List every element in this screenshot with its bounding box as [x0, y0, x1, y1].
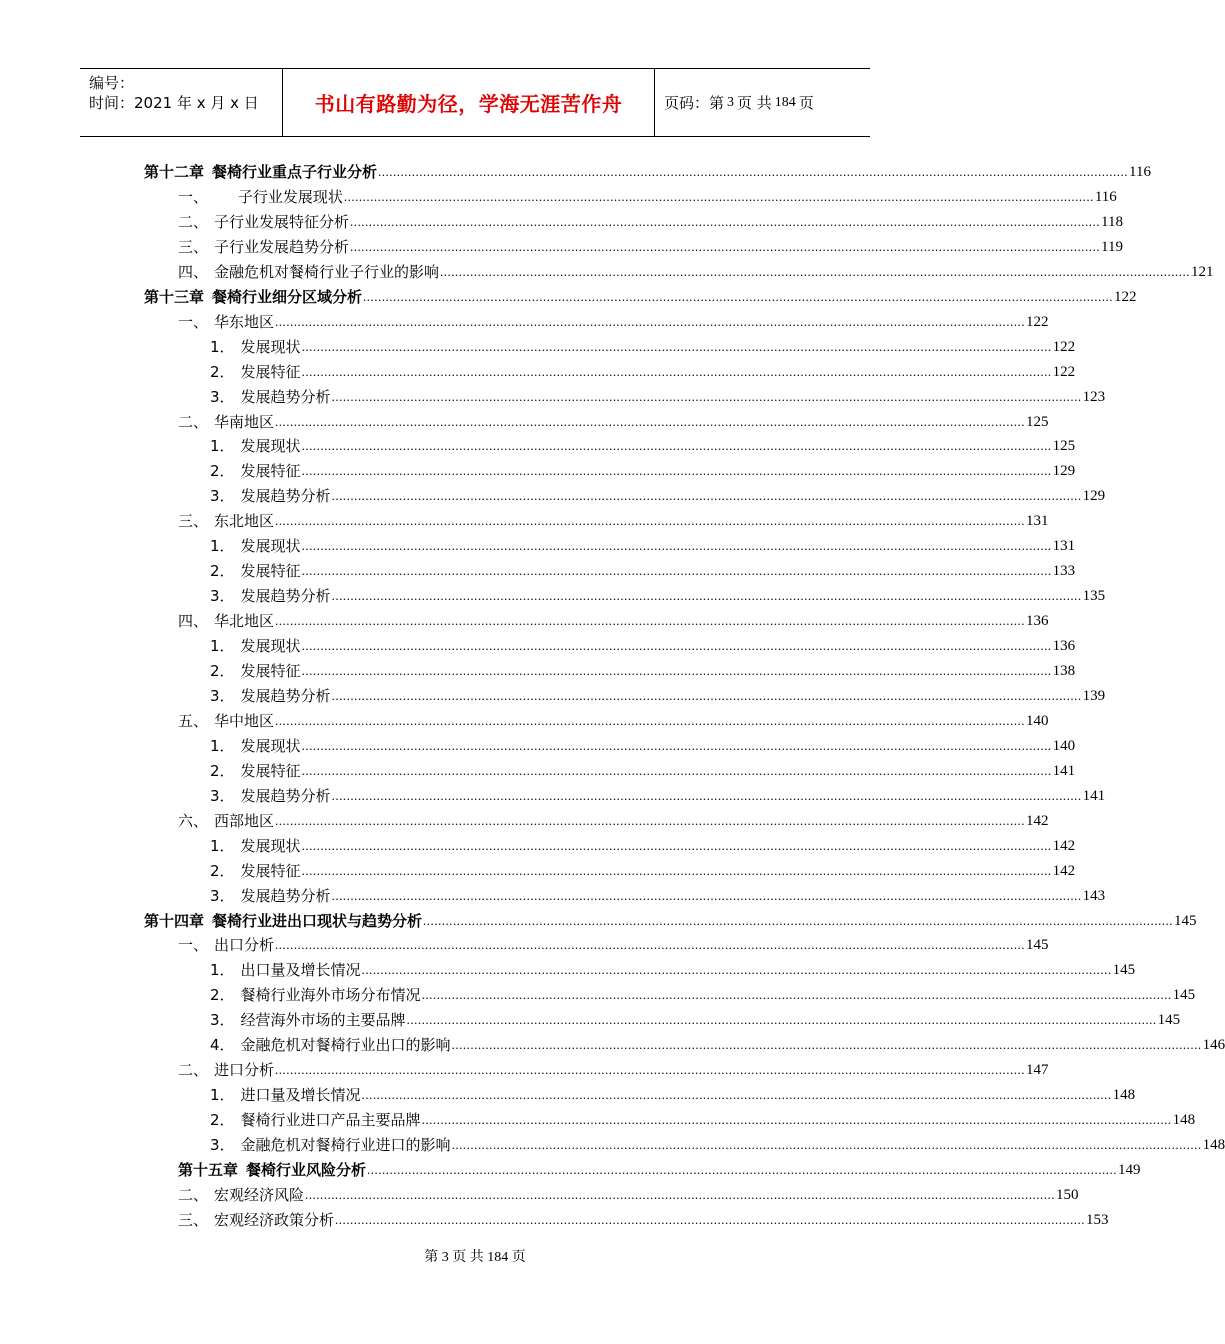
toc-entry-number: 三、 — [178, 1211, 209, 1229]
toc-dot-leader: ........................................................................................................................................................................................................ — [335, 1212, 1086, 1227]
toc-entry-page: 122 — [1052, 339, 1076, 355]
toc-entry-number: 1． — [210, 1086, 235, 1104]
toc-entry-number: 二、 — [178, 213, 209, 231]
page-prefix: 页码：第 — [664, 94, 725, 112]
toc-entry-number: 4． — [210, 1036, 235, 1054]
toc-dot-leader: ........................................................................................................................................................................................................ — [305, 1187, 1056, 1202]
toc-entry-title: 发展趋势分析 — [240, 787, 331, 805]
toc-entry-number: 1． — [210, 837, 235, 855]
toc-entry-title: 发展现状 — [240, 737, 301, 755]
toc-entry-title: 金融危机对餐椅行业进口的影响 — [240, 1136, 451, 1154]
toc-entry-page: 148 — [1172, 1112, 1196, 1128]
toc-entry-number: 1． — [210, 338, 235, 356]
toc-entry-title: 发展特征 — [240, 762, 301, 780]
toc-entry[interactable] — [178, 233, 1123, 257]
toc-entry[interactable] — [210, 632, 1076, 656]
toc-entry-title: 发展特征 — [240, 662, 301, 680]
toc-entry-page: 140 — [1052, 738, 1076, 754]
toc-dot-leader: ........................................................................................................................................................................................................ — [378, 164, 1129, 179]
toc-entry[interactable] — [178, 1206, 1109, 1230]
toc-dot-leader: ........................................................................................................................................................................................................ — [331, 688, 1082, 703]
toc-entry-title: 发展趋势分析 — [240, 388, 331, 406]
toc-entry-title: 餐椅行业海外市场分布情况 — [240, 986, 421, 1004]
toc-entry[interactable] — [178, 1156, 1141, 1180]
toc-entry-number: 1． — [210, 437, 235, 455]
toc-dot-leader: ........................................................................................................................................................................................................ — [301, 463, 1052, 478]
toc-entry-title: 发展现状 — [240, 537, 301, 555]
page-current: 3 — [727, 94, 735, 110]
toc-entry[interactable] — [178, 807, 1049, 831]
toc-entry[interactable] — [178, 308, 1049, 332]
toc-entry-number: 二、 — [178, 413, 209, 431]
toc-entry[interactable] — [178, 507, 1049, 531]
toc-entry-page: 131 — [1026, 513, 1049, 529]
header-motto-cell — [282, 69, 655, 136]
toc-entry-page: 129 — [1052, 463, 1076, 479]
toc-entry-number: 3． — [210, 487, 235, 505]
page-total: 184 — [774, 94, 796, 110]
toc-entry-page: 131 — [1052, 538, 1076, 554]
toc-entry-number: 四、 — [178, 263, 209, 281]
toc-entry-number: 3． — [210, 687, 235, 705]
toc-dot-leader: ........................................................................................................................................................................................................ — [301, 763, 1052, 778]
toc-entry-number: 2． — [210, 762, 235, 780]
toc-entry-page: 122 — [1114, 289, 1137, 305]
toc-dot-leader: ........................................................................................................................................................................................................ — [301, 863, 1052, 878]
toc-entry-title: 餐椅行业重点子行业分析 — [212, 163, 378, 181]
page-suffix: 页 — [798, 94, 814, 112]
toc-entry-number: 3． — [210, 388, 235, 406]
toc-entry[interactable] — [178, 931, 1049, 955]
toc-entry-title: 发展趋势分析 — [240, 687, 331, 705]
toc-entry-number: 三、 — [178, 238, 209, 256]
toc-entry-page: 136 — [1026, 613, 1049, 629]
toc-entry[interactable] — [178, 183, 1117, 207]
toc-entry-title: 发展现状 — [240, 837, 301, 855]
toc-entry-number: 2． — [210, 363, 235, 381]
toc-entry-page: 142 — [1052, 838, 1076, 854]
toc-entry-title: 子行业发展现状 — [214, 188, 343, 206]
toc-dot-leader: ........................................................................................................................................................................................................ — [361, 962, 1112, 977]
code-label: 编号： — [89, 74, 135, 92]
toc-entry[interactable] — [210, 682, 1106, 706]
toc-entry[interactable] — [210, 432, 1076, 456]
toc-dot-leader: ........................................................................................................................................................................................................ — [301, 838, 1052, 853]
toc-dot-leader: ........................................................................................................................................................................................................ — [301, 438, 1052, 453]
toc-entry[interactable] — [210, 1131, 1225, 1155]
toc-entry-page: 141 — [1052, 763, 1076, 779]
toc-entry-number: 二、 — [178, 1186, 209, 1204]
toc-entry-number: 1． — [210, 961, 235, 979]
toc-entry[interactable] — [210, 832, 1076, 856]
toc-dot-leader: ........................................................................................................................................................................................................ — [301, 638, 1052, 653]
toc-entry[interactable] — [210, 532, 1076, 556]
toc-entry-page: 121 — [1191, 264, 1214, 280]
toc-entry-title: 子行业发展特征分析 — [214, 213, 350, 231]
toc-dot-leader: ........................................................................................................................................................................................................ — [275, 937, 1026, 952]
toc-entry[interactable] — [178, 1056, 1049, 1080]
motto: 书山有路勤为径，学海无涯苦作舟 — [314, 92, 623, 116]
toc-entry[interactable] — [178, 1181, 1079, 1205]
toc-entry[interactable] — [178, 607, 1049, 631]
toc-entry-number: 2． — [210, 662, 235, 680]
toc-entry-page: 116 — [1129, 164, 1151, 180]
toc-dot-leader: ........................................................................................................................................................................................................ — [421, 987, 1172, 1002]
toc-entry[interactable] — [144, 158, 1151, 182]
date-label: 时间：2021 年 x 月 x 日 — [89, 94, 259, 112]
toc-entry-title: 发展现状 — [240, 637, 301, 655]
toc-entry-number: 2． — [210, 562, 235, 580]
toc-dot-leader: ........................................................................................................................................................................................................ — [451, 1137, 1202, 1152]
toc-dot-leader: ........................................................................................................................................................................................................ — [275, 713, 1026, 728]
toc-dot-leader: ........................................................................................................................................................................................................ — [301, 738, 1052, 753]
toc-entry-title: 发展趋势分析 — [240, 587, 331, 605]
toc-entry-number: 2． — [210, 986, 235, 1004]
toc-entry-title: 发展现状 — [240, 338, 301, 356]
toc-dot-leader: ........................................................................................................................................................................................................ — [343, 189, 1094, 204]
toc-dot-leader: ........................................................................................................................................................................................................ — [301, 339, 1052, 354]
toc-entry-page: 122 — [1052, 364, 1076, 380]
toc-entry-page: 129 — [1082, 488, 1106, 504]
toc-entry-page: 142 — [1052, 863, 1076, 879]
page-header — [80, 68, 870, 137]
toc-entry-page: 116 — [1094, 189, 1117, 205]
toc-entry-title: 华北地区 — [214, 612, 275, 630]
toc-entry-page: 125 — [1052, 438, 1076, 454]
toc-dot-leader: ........................................................................................................................................................................................................ — [451, 1037, 1202, 1052]
toc-entry[interactable] — [210, 981, 1196, 1005]
toc-entry-page: 148 — [1202, 1137, 1225, 1153]
toc-entry-title: 进口量及增长情况 — [240, 1086, 361, 1104]
toc-dot-leader: ........................................................................................................................................................................................................ — [275, 513, 1026, 528]
toc-entry-title: 经营海外市场的主要品牌 — [240, 1011, 406, 1029]
toc-entry-title: 发展特征 — [240, 562, 301, 580]
toc-entry-number: 一、 — [178, 313, 209, 331]
toc-entry[interactable] — [178, 208, 1123, 232]
toc-entry[interactable] — [210, 482, 1106, 506]
toc-entry-number: 一、 — [178, 936, 209, 954]
toc-entry-title: 发展特征 — [240, 363, 301, 381]
toc-entry[interactable] — [210, 383, 1106, 407]
toc-entry-number: 四、 — [178, 612, 209, 630]
toc-entry[interactable] — [210, 956, 1136, 980]
toc-dot-leader: ........................................................................................................................................................................................................ — [331, 888, 1082, 903]
toc-entry[interactable] — [210, 1106, 1196, 1130]
header-meta — [80, 69, 282, 136]
toc-dot-leader: ........................................................................................................................................................................................................ — [423, 913, 1174, 928]
toc-entry-title: 餐椅行业风险分析 — [246, 1161, 367, 1179]
toc-entry-page: 145 — [1157, 1012, 1181, 1028]
toc-entry-title: 发展特征 — [240, 862, 301, 880]
toc-dot-leader: ........................................................................................................................................................................................................ — [367, 1162, 1118, 1177]
toc-dot-leader: ........................................................................................................................................................................................................ — [275, 613, 1026, 628]
toc-entry-title: 发展现状 — [240, 437, 301, 455]
toc-entry-title: 华中地区 — [214, 712, 275, 730]
header-page-info — [655, 69, 870, 136]
toc-dot-leader: ........................................................................................................................................................................................................ — [301, 563, 1052, 578]
toc-entry[interactable] — [178, 408, 1049, 432]
toc-entry[interactable] — [210, 757, 1076, 781]
toc-entry-page: 142 — [1026, 813, 1049, 829]
toc-entry[interactable] — [210, 1031, 1225, 1055]
toc-entry-page: 136 — [1052, 638, 1076, 654]
toc-entry-number: 六、 — [178, 812, 209, 830]
toc-entry-page: 145 — [1112, 962, 1136, 978]
toc-entry-page: 149 — [1118, 1162, 1141, 1178]
toc-entry-number: 五、 — [178, 712, 209, 730]
toc-entry[interactable] — [210, 557, 1076, 581]
toc-entry-number: 2． — [210, 862, 235, 880]
toc-entry[interactable] — [210, 457, 1076, 481]
toc-entry-title: 金融危机对餐椅行业出口的影响 — [240, 1036, 451, 1054]
toc-entry-title: 餐椅行业细分区域分析 — [212, 288, 363, 306]
page-footer: 第 3 页 共 184 页 — [424, 1250, 526, 1265]
toc-entry[interactable] — [210, 782, 1106, 806]
toc-entry-title: 西部地区 — [214, 812, 275, 830]
toc-dot-leader: ........................................................................................................................................................................................................ — [361, 1087, 1112, 1102]
toc-entry[interactable] — [210, 857, 1076, 881]
toc-entry-page: 118 — [1101, 214, 1123, 230]
toc-entry-title: 发展趋势分析 — [240, 887, 331, 905]
toc-dot-leader: ........................................................................................................................................................................................................ — [363, 289, 1114, 304]
toc-entry-number: 一、 — [178, 188, 209, 206]
toc-entry[interactable] — [178, 707, 1049, 731]
toc-entry-number: 3． — [210, 1136, 235, 1154]
toc-entry-title: 餐椅行业进口产品主要品牌 — [240, 1111, 421, 1129]
toc-entry-page: 146 — [1202, 1037, 1225, 1053]
toc-entry-number: 第十五章 — [178, 1161, 239, 1179]
toc-entry-page: 123 — [1082, 389, 1106, 405]
toc-entry-page: 119 — [1101, 239, 1123, 255]
toc-entry-number: 二、 — [178, 1061, 209, 1079]
toc-entry-page: 122 — [1026, 314, 1049, 330]
toc-dot-leader: ........................................................................................................................................................................................................ — [301, 538, 1052, 553]
toc-dot-leader: ........................................................................................................................................................................................................ — [331, 389, 1082, 404]
toc-dot-leader: ........................................................................................................................................................................................................ — [406, 1012, 1157, 1027]
toc-dot-leader: ........................................................................................................................................................................................................ — [275, 1062, 1026, 1077]
toc-entry[interactable] — [144, 907, 1197, 931]
toc-dot-leader: ........................................................................................................................................................................................................ — [440, 264, 1191, 279]
toc-entry[interactable] — [210, 732, 1076, 756]
toc-entry-title: 餐椅行业进出口现状与趋势分析 — [212, 912, 423, 930]
toc-entry-page: 133 — [1052, 563, 1076, 579]
toc-entry-number: 3． — [210, 787, 235, 805]
toc-entry-page: 148 — [1112, 1087, 1136, 1103]
toc-entry-title: 出口量及增长情况 — [240, 961, 361, 979]
toc-entry-title: 金融危机对餐椅行业子行业的影响 — [214, 263, 440, 281]
toc-entry-title: 子行业发展趋势分析 — [214, 238, 350, 256]
toc-entry-number: 3． — [210, 587, 235, 605]
toc-entry[interactable] — [210, 882, 1106, 906]
toc-entry-page: 138 — [1052, 663, 1076, 679]
toc-entry[interactable] — [144, 283, 1137, 307]
toc-entry-number: 第十三章 — [144, 288, 205, 306]
toc-entry-page: 153 — [1086, 1212, 1109, 1228]
toc-dot-leader: ........................................................................................................................................................................................................ — [331, 788, 1082, 803]
toc-entry-title: 东北地区 — [214, 512, 275, 530]
toc-entry[interactable] — [210, 1006, 1181, 1030]
toc-dot-leader: ........................................................................................................................................................................................................ — [350, 214, 1101, 229]
toc-entry-number: 三、 — [178, 512, 209, 530]
toc-entry-page: 150 — [1056, 1187, 1079, 1203]
toc-dot-leader: ........................................................................................................................................................................................................ — [301, 663, 1052, 678]
toc-dot-leader: ........................................................................................................................................................................................................ — [331, 488, 1082, 503]
toc-dot-leader: ........................................................................................................................................................................................................ — [301, 364, 1052, 379]
toc-entry-page: 145 — [1172, 987, 1196, 1003]
toc-entry-title: 华南地区 — [214, 413, 275, 431]
toc-dot-leader: ........................................................................................................................................................................................................ — [331, 588, 1082, 603]
toc-entry-number: 1． — [210, 637, 235, 655]
toc-entry-number: 2． — [210, 462, 235, 480]
toc-entry[interactable] — [210, 333, 1076, 357]
toc-entry-page: 139 — [1082, 688, 1106, 704]
toc-entry-page: 143 — [1082, 888, 1106, 904]
toc-dot-leader: ........................................................................................................................................................................................................ — [275, 314, 1026, 329]
toc-dot-leader: ........................................................................................................................................................................................................ — [350, 239, 1101, 254]
toc-dot-leader: ........................................................................................................................................................................................................ — [275, 414, 1026, 429]
toc-entry-title: 发展趋势分析 — [240, 487, 331, 505]
toc-dot-leader: ........................................................................................................................................................................................................ — [421, 1112, 1172, 1127]
toc-entry[interactable] — [210, 358, 1076, 382]
toc-entry[interactable] — [210, 657, 1076, 681]
toc-dot-leader: ........................................................................................................................................................................................................ — [275, 813, 1026, 828]
toc-entry-title: 华东地区 — [214, 313, 275, 331]
toc-entry-page: 145 — [1174, 913, 1197, 929]
toc-entry-title: 出口分析 — [214, 936, 275, 954]
toc-entry-number: 3． — [210, 1011, 235, 1029]
toc-entry-page: 135 — [1082, 588, 1106, 604]
toc-entry-page: 145 — [1026, 937, 1049, 953]
toc-entry-page: 141 — [1082, 788, 1106, 804]
toc-entry[interactable] — [178, 258, 1214, 282]
page-middle: 页 共 — [737, 94, 772, 112]
toc-entry[interactable] — [210, 582, 1106, 606]
toc-entry-title: 进口分析 — [214, 1061, 275, 1079]
toc-entry[interactable] — [210, 1081, 1136, 1105]
toc-entry-number: 第十二章 — [144, 163, 205, 181]
toc-entry-number: 1． — [210, 537, 235, 555]
toc-entry-page: 147 — [1026, 1062, 1049, 1078]
toc-entry-number: 2． — [210, 1111, 235, 1129]
toc-entry-title: 宏观经济风险 — [214, 1186, 305, 1204]
toc-entry-title: 发展特征 — [240, 462, 301, 480]
toc-entry-number: 3． — [210, 887, 235, 905]
toc-entry-page: 140 — [1026, 713, 1049, 729]
toc-entry-number: 第十四章 — [144, 912, 205, 930]
toc-entry-number: 1． — [210, 737, 235, 755]
toc-entry-page: 125 — [1026, 414, 1049, 430]
toc-entry-title: 宏观经济政策分析 — [214, 1211, 335, 1229]
